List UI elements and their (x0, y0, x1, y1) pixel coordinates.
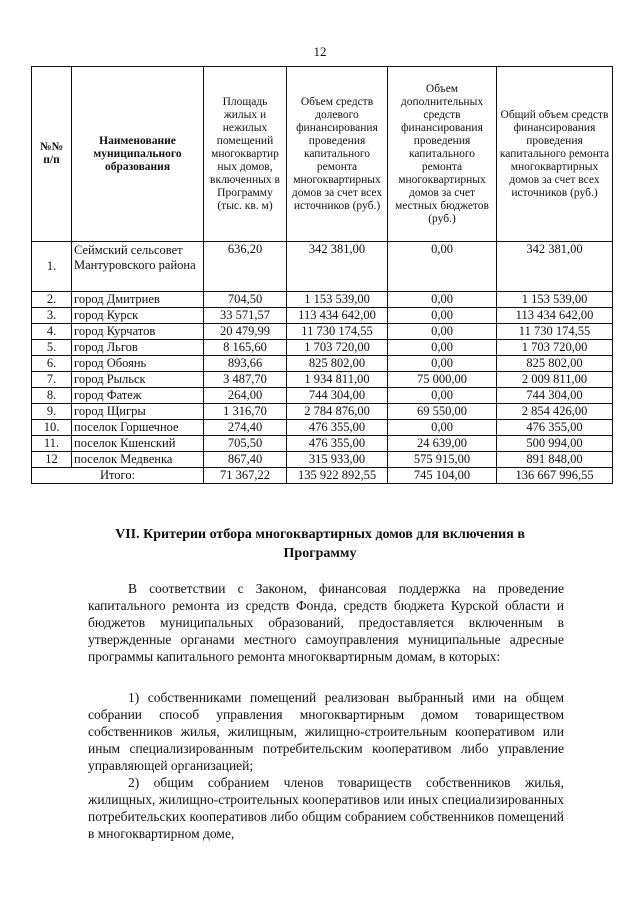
table-row (32, 242, 613, 292)
row-name-cell: город Рыльск (72, 372, 204, 388)
table-row (32, 356, 613, 372)
row-area-cell: 1 316,70 (204, 404, 287, 420)
row-name-cell: поселок Медвенка (72, 452, 204, 468)
row-total-cell: 2 009 811,00 (497, 372, 613, 388)
paragraph-item-1: 1) собственниками помещений реализован выбранный ими на общем собрании способ управления многоквартирным домом товариществом собственников жилья, жилищным, жилищно-строительным кооперативом или иным специализированным потребительским кооперативом либо управление управляющей организацией; (88, 690, 564, 773)
row-shared-cell: 476 355,00 (287, 420, 388, 436)
row-total-cell: 744 304,00 (497, 388, 613, 404)
row-area-cell: 867,40 (204, 452, 287, 468)
total-label: Итого: (32, 468, 204, 484)
row-total-cell: 476 355,00 (497, 420, 613, 436)
row-local-cell: 0,00 (388, 340, 497, 356)
table-row (32, 308, 613, 324)
table-row (32, 292, 613, 308)
table-row (32, 404, 613, 420)
row-name-cell: город Льгов (72, 340, 204, 356)
table-row (32, 436, 613, 452)
table-row (32, 420, 613, 436)
table-header-row (32, 67, 613, 242)
row-total-cell: 113 434 642,00 (497, 308, 613, 324)
row-shared-cell: 1 703 720,00 (287, 340, 388, 356)
row-local-cell: 24 639,00 (388, 436, 497, 452)
row-local-cell: 0,00 (388, 356, 497, 372)
row-area-cell: 8 165,60 (204, 340, 287, 356)
table-row (32, 452, 613, 468)
row-local-cell: 0,00 (388, 420, 497, 436)
row-num-cell: 7. (32, 372, 72, 388)
row-num-cell: 2. (32, 292, 72, 308)
row-total-cell: 342 381,00 (497, 242, 613, 292)
row-name-cell: поселок Горшечное (72, 420, 204, 436)
row-shared-cell: 1 153 539,00 (287, 292, 388, 308)
section-title: VII. Критерии отбора многоквартирных домов для включения в Программу (115, 527, 525, 561)
header-name: Наименование муниципального образования (72, 67, 204, 242)
paragraph-intro: В соответствии с Законом, финансовая поддержка на проведение капитального ремонта из средств Фонда, средств бюджета Курской области и бюджетов муниципальных образований, предоставляется включенным в утвержденные органами местного самоуправления муниципальные адресные программы капитального ремонта многоквартирным домам, в которых: (88, 581, 564, 664)
row-total-cell: 825 802,00 (497, 356, 613, 372)
row-shared-cell: 342 381,00 (287, 242, 388, 292)
row-name-cell: Сеймский сельсовет Мантуровского района (72, 242, 204, 292)
row-num-cell: 5. (32, 340, 72, 356)
row-name-cell: город Курск (72, 308, 204, 324)
row-name-cell: город Обоянь (72, 356, 204, 372)
row-local-cell: 0,00 (388, 308, 497, 324)
table-row (32, 340, 613, 356)
row-local-cell: 0,00 (388, 242, 497, 292)
header-shared: Объем средств долевого финансирования проведения капитального ремонта многоквартирных домов за счет всех источников (руб.) (287, 67, 388, 242)
row-num-cell: 10. (32, 420, 72, 436)
row-total-cell: 1 153 539,00 (497, 292, 613, 308)
row-shared-cell: 1 934 811,00 (287, 372, 388, 388)
row-area-cell: 893,66 (204, 356, 287, 372)
total-row (32, 468, 613, 484)
header-area: Площадь жилых и нежилых помещений многоквартир ных домов, включенных в Программу (тыс. кв. м) (204, 67, 287, 242)
row-area-cell: 705,50 (204, 436, 287, 452)
row-local-cell: 75 000,00 (388, 372, 497, 388)
row-local-cell: 0,00 (388, 388, 497, 404)
row-area-cell: 636,20 (204, 242, 287, 292)
table-body (32, 242, 613, 484)
row-local-cell: 0,00 (388, 292, 497, 308)
financing-table (31, 66, 613, 484)
total-shared-cell: 135 922 892,55 (287, 468, 388, 484)
row-total-cell: 500 994,00 (497, 436, 613, 452)
row-num-cell: 4. (32, 324, 72, 340)
row-area-cell: 20 479,99 (204, 324, 287, 340)
table-row (32, 372, 613, 388)
row-shared-cell: 315 933,00 (287, 452, 388, 468)
page-number: 12 (313, 44, 327, 59)
header-num: №№ п/п (32, 67, 72, 242)
row-num-cell: 12 (32, 452, 72, 468)
row-name-cell: город Курчатов (72, 324, 204, 340)
row-num-cell: 6. (32, 356, 72, 372)
row-area-cell: 264,00 (204, 388, 287, 404)
header-total: Общий объем средств финансирования проведения капитального ремонта многоквартирных домов за счет всех источников (руб.) (497, 67, 613, 242)
row-shared-cell: 2 784 876,00 (287, 404, 388, 420)
row-shared-cell: 11 730 174,55 (287, 324, 388, 340)
row-shared-cell: 476 355,00 (287, 436, 388, 452)
header-local: Объем дополнительных средств финансирования проведения капитального ремонта многоквартирных домов за счет местных бюджетов (руб.) (388, 67, 497, 242)
row-total-cell: 891 848,00 (497, 452, 613, 468)
row-local-cell: 575 915,00 (388, 452, 497, 468)
table-row (32, 324, 613, 340)
row-total-cell: 11 730 174,55 (497, 324, 613, 340)
row-name-cell: город Дмитриев (72, 292, 204, 308)
row-num-cell: 8. (32, 388, 72, 404)
table-row (32, 388, 613, 404)
paragraph-item-2: 2) общим собранием членов товариществ собственников жилья, жилищных, жилищно-строительных кооперативов или иных специализированных потребительских кооперативов либо общим собранием собственников помещений в многоквартирном доме, (88, 775, 564, 841)
total-local-cell: 745 104,00 (388, 468, 497, 484)
total-total-cell: 136 667 996,55 (497, 468, 613, 484)
row-shared-cell: 113 434 642,00 (287, 308, 388, 324)
row-name-cell: город Фатеж (72, 388, 204, 404)
row-num-cell: 3. (32, 308, 72, 324)
row-area-cell: 3 487,70 (204, 372, 287, 388)
row-local-cell: 0,00 (388, 324, 497, 340)
row-num-cell: 1. (32, 242, 72, 292)
row-total-cell: 1 703 720,00 (497, 340, 613, 356)
row-num-cell: 11. (32, 436, 72, 452)
row-shared-cell: 744 304,00 (287, 388, 388, 404)
row-area-cell: 274,40 (204, 420, 287, 436)
row-name-cell: город Щигры (72, 404, 204, 420)
row-num-cell: 9. (32, 404, 72, 420)
row-shared-cell: 825 802,00 (287, 356, 388, 372)
row-local-cell: 69 550,00 (388, 404, 497, 420)
row-area-cell: 33 571,57 (204, 308, 287, 324)
row-name-cell: поселок Кшенский (72, 436, 204, 452)
row-area-cell: 704,50 (204, 292, 287, 308)
total-area-cell: 71 367,22 (204, 468, 287, 484)
row-total-cell: 2 854 426,00 (497, 404, 613, 420)
